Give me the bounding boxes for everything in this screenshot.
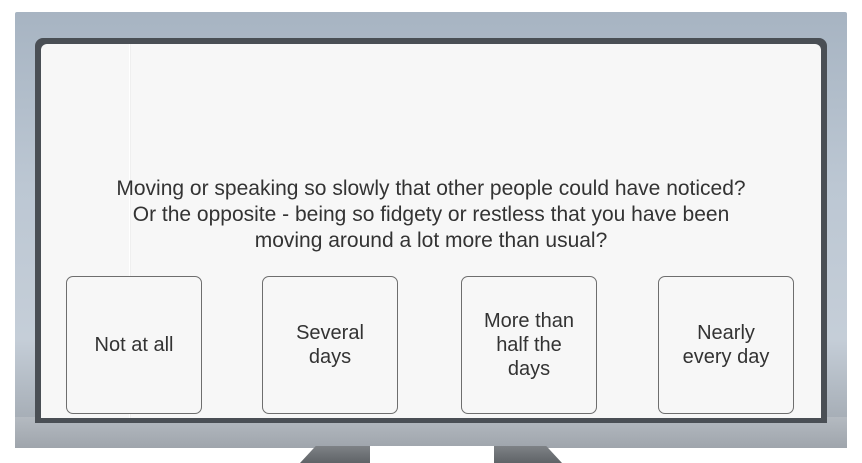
monitor-stand-gap <box>370 446 494 463</box>
question-line-2: Or the opposite - being so fidgety or restless that you have been <box>132 203 730 226</box>
question-text <box>41 176 821 254</box>
screen <box>41 44 821 418</box>
answer-button-more-than-half-the-days[interactable] <box>461 276 597 414</box>
question-line-1: Moving or speaking so slowly that other people could have noticed? <box>116 177 746 200</box>
answer-button-several-days[interactable] <box>262 276 398 414</box>
answer-label: More than half the days <box>483 310 575 380</box>
answer-button-not-at-all[interactable] <box>66 276 202 414</box>
answer-label: Nearly every day <box>682 322 770 368</box>
answer-button-nearly-every-day[interactable] <box>658 276 794 414</box>
question-line-3: moving around a lot more than usual? <box>254 229 608 252</box>
answer-label: Not at all <box>94 334 174 356</box>
answer-label: Several days <box>296 322 364 368</box>
